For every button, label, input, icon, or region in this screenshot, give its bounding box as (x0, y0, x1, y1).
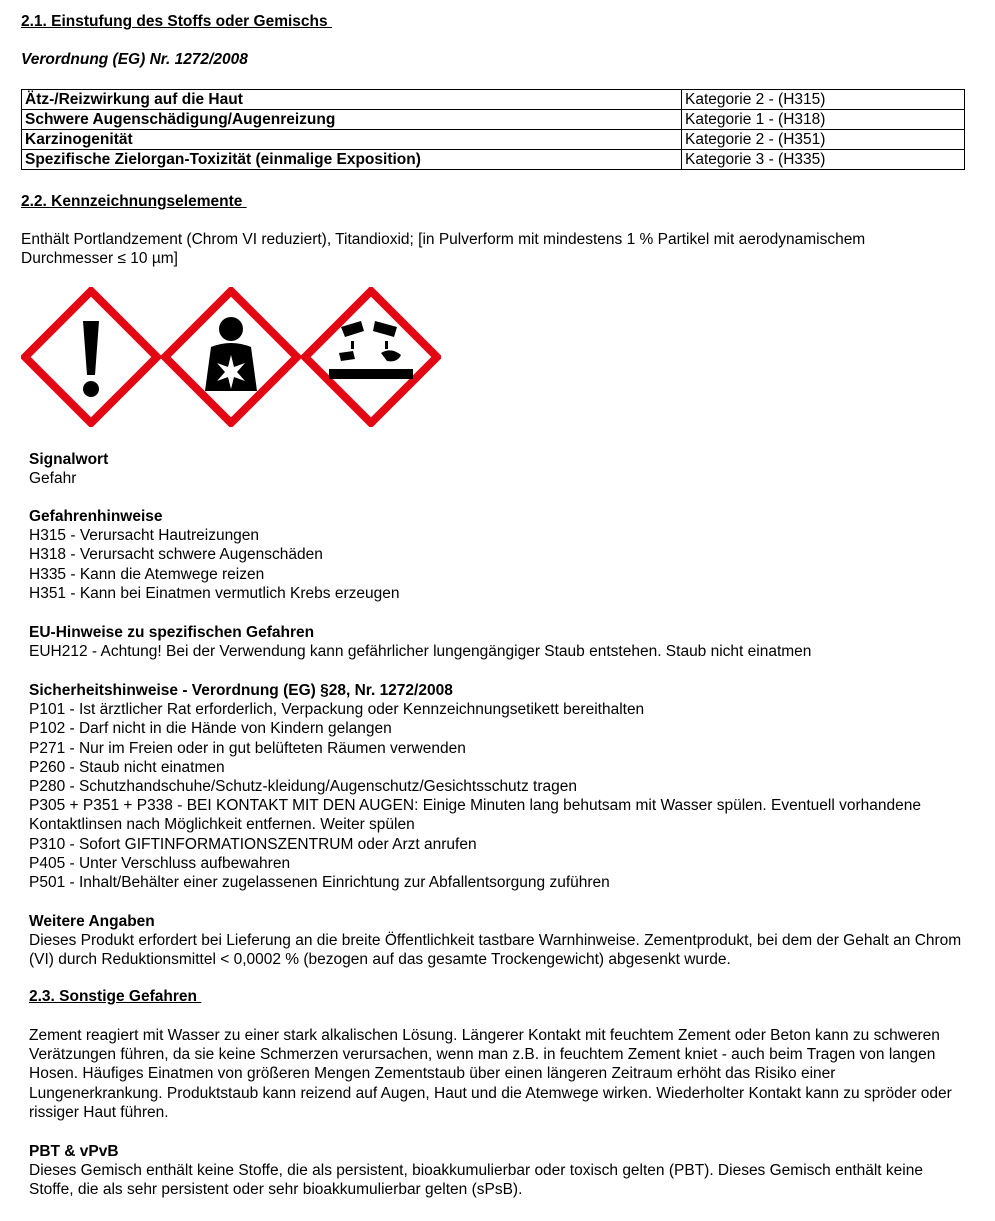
section-21-title: 2.1. Einstufung des Stoffs oder Gemischs (21, 13, 332, 30)
list-item: H315 - Verursacht Hautreizungen (29, 527, 260, 545)
list-item: P280 - Schutzhandschuhe/Schutz-kleidung/Augenschutz/Gesichtsschutz tragen (29, 778, 577, 796)
list-item: EUH212 - Achtung! Bei der Verwendung kann gefährlicher lungengängiger Staub entstehen. Staub nicht einatmen (29, 643, 812, 661)
contains-text: Enthält Portlandzement (Chrom VI reduziert), Titandioxid; [in Pulverform mit mindestens 1 % Partikel mit aerodynamischem Durchmesser ≤ 10 µm] (21, 231, 866, 268)
precaution-statements-block (29, 681, 969, 892)
list-item: P102 - Darf nicht in die Hände von Kindern gelangen (29, 720, 392, 738)
further-heading: Weitere Angaben (29, 913, 155, 930)
list-item: P501 - Inhalt/Behälter einer zugelassenen Einrichtung zur Abfallentsorgung zuführen (29, 874, 610, 892)
section-23-title: 2.3. Sonstige Gefahren (29, 988, 202, 1005)
eu-statements-block (29, 623, 969, 661)
hazard-class-cell: Karzinogenität (22, 130, 682, 150)
list-item: H351 - Kann bei Einatmen vermutlich Krebs erzeugen (29, 584, 400, 602)
list-item: P260 - Staub nicht einatmen (29, 758, 225, 776)
list-item: P310 - Sofort GIFTINFORMATIONSZENTRUM oder Arzt anrufen (29, 835, 477, 853)
regulation-subtitle: Verordnung (EG) Nr. 1272/2008 (21, 51, 248, 68)
table-row (22, 130, 965, 150)
category-cell: Kategorie 2 - (H351) (682, 130, 965, 150)
pbt-block (29, 1142, 969, 1200)
hazard-class-cell: Spezifische Zielorgan-Toxizität (einmalige Exposition) (22, 150, 682, 170)
list-item: P405 - Unter Verschluss aufbewahren (29, 854, 291, 872)
further-text: Dieses Produkt erfordert bei Lieferung an die breite Öffentlichkeit tastbare Warnhinweise. Zementprodukt, bei dem der Gehalt an Chrom (VI) durch Reduktionsmittel < 0,0002 % (bezogen auf das gesamte Trockengewicht) abgesenkt wurde. (29, 932, 962, 969)
exclamation-mark-icon (21, 287, 161, 427)
category-cell: Kategorie 3 - (H335) (682, 150, 965, 170)
ghs-pictograms (21, 287, 441, 427)
list-item: P271 - Nur im Freien oder in gut belüfteten Räumen verwenden (29, 739, 466, 757)
hazard-class-cell: Schwere Augenschädigung/Augenreizung (22, 110, 682, 130)
list-item: H335 - Kann die Atemwege reizen (29, 565, 265, 583)
category-cell: Kategorie 2 - (H315) (682, 90, 965, 110)
list-item: P101 - Ist ärztlicher Rat erforderlich, Verpackung oder Kennzeichnungsetikett bereithalten (29, 701, 645, 719)
hazard-heading: Gefahrenhinweise (29, 508, 163, 525)
other-hazards-text: Zement reagiert mit Wasser zu einer stark alkalischen Lösung. Längerer Kontakt mit feuchtem Zement oder Beton kann zu schweren Verätzungen führen, da sie keine Schmerzen verursachen, wenn man z.B. in feuchtem Zement kniet - auch beim Tragen von langen Hosen. Häufiges Einatmen von größeren Mengen Zementstaub über einen längeren Zeitraum erhöht das Risiko einer Lungenerkrankung. Produktstaub kann reizend auf Augen, Haut und die Atemwege wirken. Wiederholter Kontakt kann zu spröder oder rissiger Haut führen. (29, 1027, 952, 1121)
signal-word: Gefahr (29, 470, 77, 488)
list-item: H318 - Verursacht schwere Augenschäden (29, 546, 323, 564)
category-cell: Kategorie 1 - (H318) (682, 110, 965, 130)
pbt-text: Dieses Gemisch enthält keine Stoffe, die als persistent, bioakkumulierbar oder toxisch gelten (PBT). Dieses Gemisch enthält keine Stoffe, die als sehr persistent oder sehr bioakkumulierbar gelten (sPsB). (29, 1162, 923, 1199)
hazard-statements-block (29, 507, 969, 603)
health-hazard-icon (161, 287, 301, 427)
section-22-title: 2.2. Kennzeichnungselemente (21, 193, 247, 210)
eu-heading: EU-Hinweise zu spezifischen Gefahren (29, 624, 315, 641)
table-row (22, 110, 965, 130)
corrosion-icon (301, 287, 441, 427)
list-item: P305 + P351 + P338 - BEI KONTAKT MIT DEN AUGEN: Einige Minuten lang behutsam mit Wasser spülen. Eventuell vorhandene Kontaktlinsen nach Möglichkeit entfernen. Weiter spülen (29, 797, 921, 834)
signal-word-block (29, 450, 969, 488)
table-row (22, 90, 965, 110)
further-info-block (29, 912, 969, 970)
hazard-class-cell: Ätz-/Reizwirkung auf die Haut (22, 90, 682, 110)
classification-table (21, 89, 965, 170)
signal-word-heading: Signalwort (29, 451, 109, 468)
pbt-heading: PBT & vPvB (29, 1143, 119, 1160)
table-row (22, 150, 965, 170)
precaution-heading: Sicherheitshinweise - Verordnung (EG) §28, Nr. 1272/2008 (29, 682, 453, 699)
